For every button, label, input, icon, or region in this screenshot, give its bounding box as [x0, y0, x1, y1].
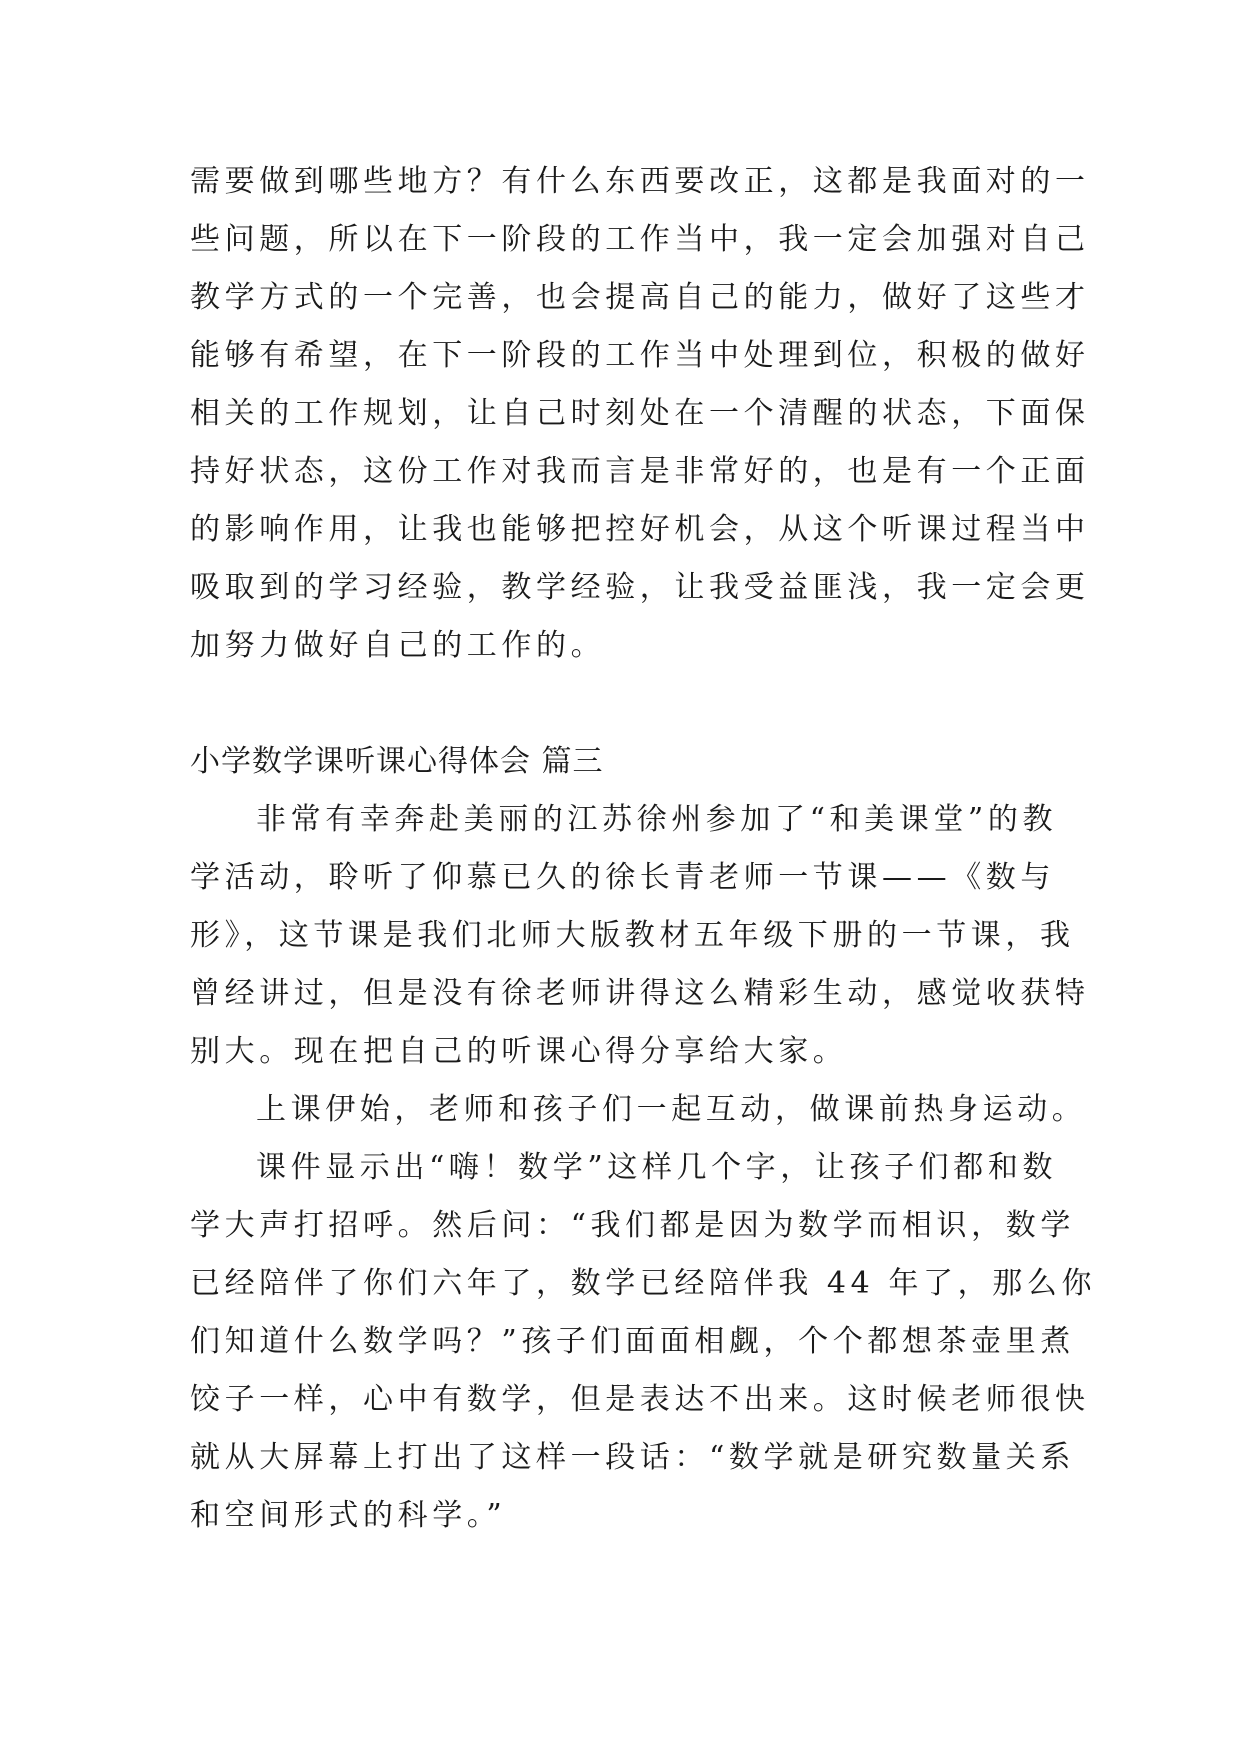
paragraph-line: 的影响作用，让我也能够把控好机会，从这个听课过程当中: [190, 512, 1090, 547]
paragraph-line: 加努力做好自己的工作的。: [190, 628, 606, 663]
section-heading: 小学数学课听课心得体会 篇三: [190, 744, 604, 779]
paragraph-line: 已经陪伴了你们六年了，数学已经陪伴我 44 年了，那么你: [190, 1266, 1097, 1301]
paragraph-line: 能够有希望，在下一阶段的工作当中处理到位，积极的做好: [190, 338, 1090, 373]
paragraph-line: 曾经讲过，但是没有徐老师讲得这么精彩生动，感觉收获特: [190, 976, 1090, 1011]
paragraph-line: 和空间形式的科学。”: [190, 1498, 507, 1533]
paragraph-line: 形》，这节课是我们北师大版教材五年级下册的一节课，我: [190, 918, 1075, 953]
paragraph-line: 教学方式的一个完善，也会提高自己的能力，做好了这些才: [190, 280, 1090, 315]
paragraph-line: 持好状态，这份工作对我而言是非常好的，也是有一个正面: [190, 454, 1090, 489]
paragraph-line: 们知道什么数学吗？”孩子们面面相觑，个个都想茶壶里煮: [190, 1324, 1075, 1359]
paragraph-line: 吸取到的学习经验，教学经验，让我受益匪浅，我一定会更: [190, 570, 1090, 605]
paragraph-line: 非常有幸奔赴美丽的江苏徐州参加了“和美课堂”的教: [256, 802, 1058, 837]
paragraph-line: 学大声打招呼。然后问：“我们都是因为数学而相识，数学: [190, 1208, 1075, 1243]
paragraph-line: 就从大屏幕上打出了这样一段话：“数学就是研究数量关系: [190, 1440, 1075, 1475]
paragraph-line: 学活动，聆听了仰慕已久的徐长青老师一节课——《数与: [190, 860, 1055, 895]
paragraph-line: 饺子一样，心中有数学，但是表达不出来。这时候老师很快: [190, 1382, 1090, 1417]
paragraph-line: 别大。现在把自己的听课心得分享给大家。: [190, 1034, 848, 1069]
paragraph-line: 上课伊始，老师和孩子们一起互动，做课前热身运动。: [256, 1092, 1087, 1127]
paragraph-line: 课件显示出“嗨！数学”这样几个字，让孩子们都和数: [256, 1150, 1058, 1185]
paragraph-line: 些问题，所以在下一阶段的工作当中，我一定会加强对自己: [190, 222, 1090, 257]
paragraph-line: 相关的工作规划，让自己时刻处在一个清醒的状态，下面保: [190, 396, 1090, 431]
paragraph-line: 需要做到哪些地方？有什么东西要改正，这都是我面对的一: [190, 164, 1090, 199]
